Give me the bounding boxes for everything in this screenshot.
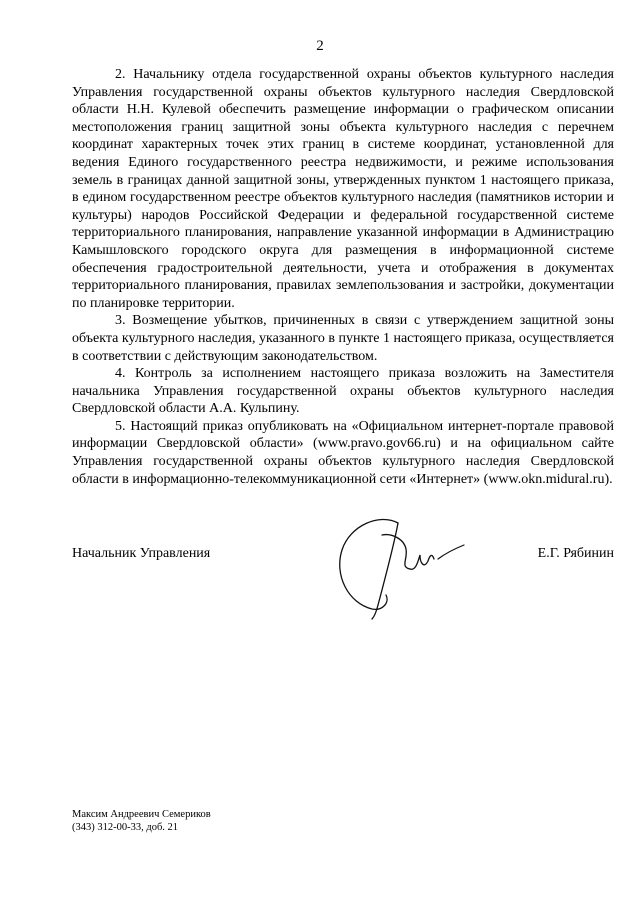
page-number: 2	[316, 38, 324, 54]
signatory-title: Начальник Управления	[72, 546, 211, 561]
signature-block	[72, 546, 614, 566]
contact-block	[72, 808, 211, 834]
paragraph-3: 3. Возмещение убытков, причиненных в связи с утверждением защитной зоны объекта культурного наследия, указанного в пункте 1 настоящего приказа, осуществляется в соответствии с действующим законодательством.	[72, 313, 614, 364]
order-body	[72, 66, 614, 488]
paragraph-2: 2. Начальнику отдела государственной охраны объектов культурного наследия Управления государственной охраны объектов культурного наследия Свердловской области Н.Н. Кулевой обеспечить размещение информации о графическом описании местоположения границ защитной зоны объекта культурного наследия с перечнем координат характерных точек этих границ в системе координат, установленной для ведения Единого государственного реестра недвижимости, и режиме использования земель в границах данной защитной зоны, утвержденных пунктом 1 настоящего приказа, в едином государственном реестре объектов культурного наследия (памятников истории и культуры) народов Российской Федерации и федеральной государственной системе территориального планирования, направление указанной информации в Администрацию Камышловского городского округа для размещения в информационной системе обеспечения градостроительной деятельности, учета и отображения в документах территориального планирования, правилах землепользования и застройки, документации по планировке территории.	[72, 67, 614, 311]
contact-person: Максим Андреевич Семериков	[72, 809, 211, 820]
paragraph-5: 5. Настоящий приказ опубликовать на «Официальном интернет-портале правовой информации Свердловской области» (www.pravo.gov66.ru) и на официальном сайте Управления государственной охраны объектов культурного наследия Свердловской области в информационно-телекоммуникационной сети «Интернет» (www.okn.midural.ru).	[72, 418, 614, 487]
signatory-name: Е.Г. Рябинин	[537, 546, 614, 561]
contact-phone: (343) 312-00-33, доб. 21	[72, 822, 179, 833]
paragraph-4: 4. Контроль за исполнением настоящего приказа возложить на Заместителя начальника Управления государственной охраны объектов культурного наследия Свердловской области А.А. Кульпину.	[72, 366, 614, 417]
